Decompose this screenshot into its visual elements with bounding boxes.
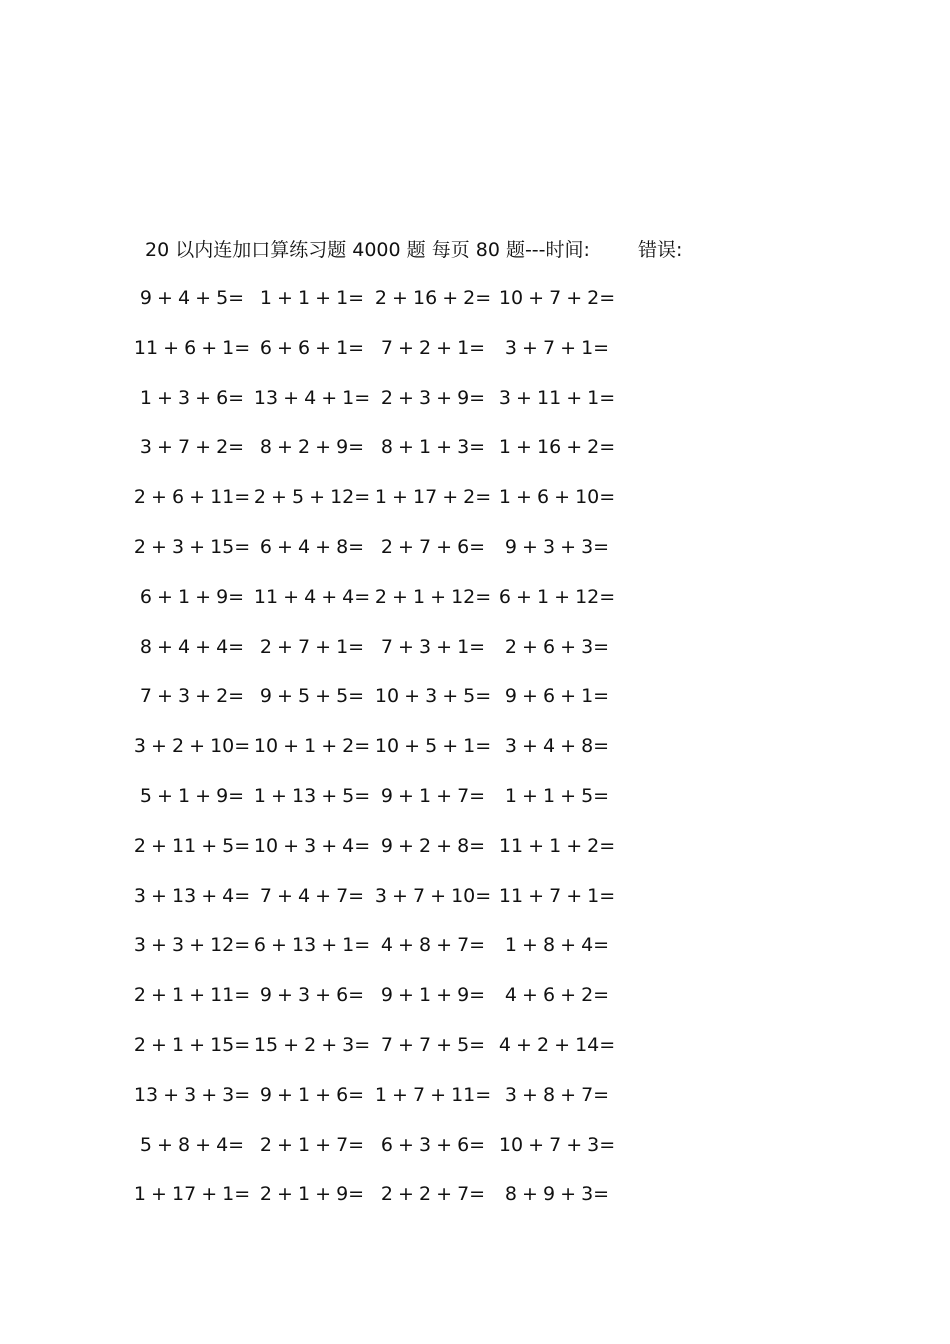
problem-c1-r7: 6 + 1 + 9= (139, 585, 245, 608)
problem-c1-r14: 3 + 3 + 12= (133, 934, 251, 957)
problem-c4-r5: 1 + 6 + 10= (498, 486, 616, 509)
problem-c4-r6: 9 + 3 + 3= (504, 536, 610, 558)
problem-c2-r6: 6 + 4 + 8= (259, 536, 365, 558)
problem-c3-r15: 9 + 1 + 9= (380, 984, 486, 1007)
problem-c1-r16: 2 + 1 + 15= (133, 1034, 251, 1056)
problem-c2-r8: 2 + 7 + 1= (259, 635, 365, 658)
problem-c3-r6: 2 + 7 + 6= (380, 536, 486, 558)
problem-c2-r5: 2 + 5 + 12= (253, 486, 371, 509)
problem-c4-r7: 6 + 1 + 12= (498, 585, 616, 608)
problem-c3-r18: 6 + 3 + 6= (380, 1133, 486, 1156)
problem-c3-r11: 9 + 1 + 7= (380, 785, 486, 807)
problem-c4-r3: 3 + 11 + 1= (498, 386, 616, 409)
problem-c2-r14: 6 + 13 + 1= (253, 934, 371, 957)
problem-c1-r12: 2 + 11 + 5= (133, 834, 251, 857)
problem-c1-r15: 2 + 1 + 11= (133, 984, 251, 1007)
problem-c3-r19: 2 + 2 + 7= (380, 1183, 486, 1206)
worksheet-title: 20 以内连加口算练习题 4000 题 每页 80 题---时间: (145, 239, 590, 261)
problem-c1-r11: 5 + 1 + 9= (139, 785, 245, 807)
problem-c4-r15: 4 + 6 + 2= (504, 984, 610, 1007)
problem-c1-r10: 3 + 2 + 10= (133, 735, 251, 758)
problem-c3-r3: 2 + 3 + 9= (380, 386, 486, 409)
problem-c3-r17: 1 + 7 + 11= (374, 1083, 492, 1106)
problem-c4-r12: 11 + 1 + 2= (498, 834, 616, 857)
problem-c4-r2: 3 + 7 + 1= (504, 336, 610, 359)
problem-c1-r8: 8 + 4 + 4= (139, 635, 245, 658)
problem-c2-r17: 9 + 1 + 6= (259, 1083, 365, 1106)
problem-c3-r4: 8 + 1 + 3= (380, 436, 486, 459)
problem-c4-r9: 9 + 6 + 1= (504, 685, 610, 708)
problem-c4-r14: 1 + 8 + 4= (504, 934, 610, 957)
problem-c4-r1: 10 + 7 + 2= (498, 287, 616, 309)
problem-c3-r14: 4 + 8 + 7= (380, 934, 486, 957)
problem-c4-r10: 3 + 4 + 8= (504, 735, 610, 758)
problem-c3-r7: 2 + 1 + 12= (374, 585, 492, 608)
problem-c2-r10: 10 + 1 + 2= (253, 735, 371, 758)
problem-c4-r11: 1 + 1 + 5= (504, 785, 610, 807)
problem-c3-r8: 7 + 3 + 1= (380, 635, 486, 658)
problem-c2-r7: 11 + 4 + 4= (253, 585, 371, 608)
problem-c3-r9: 10 + 3 + 5= (374, 685, 492, 708)
problem-c4-r4: 1 + 16 + 2= (498, 436, 616, 459)
problem-c2-r3: 13 + 4 + 1= (253, 386, 371, 409)
problem-c3-r1: 2 + 16 + 2= (374, 287, 492, 309)
problem-c3-r12: 9 + 2 + 8= (380, 834, 486, 857)
problem-c4-r16: 4 + 2 + 14= (498, 1034, 616, 1056)
problem-c2-r12: 10 + 3 + 4= (253, 834, 371, 857)
problem-c1-r4: 3 + 7 + 2= (139, 436, 245, 459)
problem-c1-r2: 11 + 6 + 1= (133, 336, 251, 359)
problem-c3-r10: 10 + 5 + 1= (374, 735, 492, 758)
problem-c2-r9: 9 + 5 + 5= (259, 685, 365, 708)
problem-c4-r19: 8 + 9 + 3= (504, 1183, 610, 1206)
problem-c1-r1: 9 + 4 + 5= (139, 287, 245, 309)
problem-c1-r9: 7 + 3 + 2= (139, 685, 245, 708)
problem-c1-r5: 2 + 6 + 11= (133, 486, 251, 509)
problem-c2-r19: 2 + 1 + 9= (259, 1183, 365, 1206)
problem-c1-r6: 2 + 3 + 15= (133, 536, 251, 558)
problem-c3-r13: 3 + 7 + 10= (374, 884, 492, 907)
problem-c2-r2: 6 + 6 + 1= (259, 336, 365, 359)
problem-c2-r16: 15 + 2 + 3= (253, 1034, 371, 1056)
problem-c1-r13: 3 + 13 + 4= (133, 884, 251, 907)
problem-c1-r3: 1 + 3 + 6= (139, 386, 245, 409)
problem-c4-r18: 10 + 7 + 3= (498, 1133, 616, 1156)
problem-c3-r16: 7 + 7 + 5= (380, 1034, 486, 1056)
problem-c2-r18: 2 + 1 + 7= (259, 1133, 365, 1156)
problem-c1-r19: 1 + 17 + 1= (133, 1183, 251, 1206)
problem-c1-r17: 13 + 3 + 3= (133, 1083, 251, 1106)
problem-c2-r13: 7 + 4 + 7= (259, 884, 365, 907)
problem-c2-r15: 9 + 3 + 6= (259, 984, 365, 1007)
problem-c3-r5: 1 + 17 + 2= (374, 486, 492, 509)
problem-c4-r13: 11 + 7 + 1= (498, 884, 616, 907)
errors-label: 错误: (638, 239, 683, 261)
problem-c2-r4: 8 + 2 + 9= (259, 436, 365, 459)
problem-c1-r18: 5 + 8 + 4= (139, 1133, 245, 1156)
problem-c4-r17: 3 + 8 + 7= (504, 1083, 610, 1106)
problem-c2-r11: 1 + 13 + 5= (253, 785, 371, 807)
problem-c2-r1: 1 + 1 + 1= (259, 287, 365, 309)
problem-c3-r2: 7 + 2 + 1= (380, 336, 486, 359)
problem-c4-r8: 2 + 6 + 3= (504, 635, 610, 658)
